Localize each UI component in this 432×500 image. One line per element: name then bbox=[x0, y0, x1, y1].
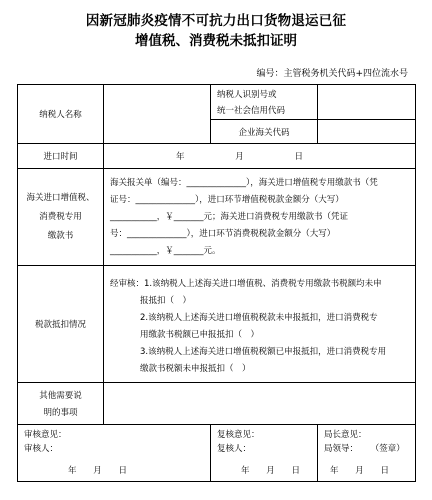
import-month-label: 月 bbox=[235, 152, 244, 162]
other-notes-label-line-2: 明的事项 bbox=[43, 408, 78, 418]
examine-date bbox=[24, 464, 204, 478]
code-label: 编号：主管税务机关代码+四位流水号 bbox=[256, 69, 408, 79]
director-month: 月 bbox=[355, 466, 364, 476]
document-title-line-1: 因新冠肺炎疫情不可抗力出口货物退运已征 bbox=[85, 13, 347, 29]
deduction-line-4: 用缴款书税额已申报抵扣（ ） bbox=[140, 330, 260, 340]
director-sign-label: 局领导： bbox=[324, 444, 359, 454]
customs-receipt-label-line-1: 海关进口增值税、 bbox=[26, 192, 95, 203]
receipt-line-5: ___________，￥_______元。 bbox=[110, 245, 221, 256]
deduction-line-1: 经审核：1.该纳税人上述海关进口增值税、消费税专用缴款书税额均未申 bbox=[110, 279, 382, 289]
examiner-label: 审核人： bbox=[24, 444, 59, 454]
receipt-line-4: 号：______________），进口环节消费税税款金额分（大写） bbox=[110, 228, 336, 239]
other-notes-label-line-1: 其他需要说 bbox=[39, 391, 82, 401]
import-day-label: 日 bbox=[294, 152, 303, 162]
deduction-line-3: 2.该纳税人上述海关进口增值税税款未申报抵扣，进口消费税专 bbox=[140, 313, 378, 323]
review-month: 月 bbox=[266, 466, 275, 476]
customs-code-label: 企业海关代码 bbox=[211, 120, 318, 144]
other-notes-value[interactable] bbox=[104, 383, 416, 425]
certificate-table bbox=[17, 84, 416, 482]
director-date bbox=[324, 464, 409, 478]
examine-block bbox=[18, 425, 211, 482]
director-block bbox=[318, 425, 416, 482]
receipt-line-1: 海关报关单（编号：______________），海关进口增值税专用缴款书（凭 bbox=[110, 177, 378, 188]
seal-label: （签章） bbox=[370, 444, 405, 454]
taxpayer-id-label bbox=[211, 85, 318, 120]
receipt-line-2: 证号：______________），进口环节增值税税款金额分（大写） bbox=[110, 194, 344, 205]
import-time-value[interactable] bbox=[104, 144, 416, 169]
taxpayer-name-value[interactable] bbox=[104, 85, 211, 144]
import-year-label: 年 bbox=[176, 152, 185, 162]
customs-receipt-label bbox=[18, 169, 104, 266]
deduction-label: 税款抵扣情况 bbox=[18, 266, 104, 383]
receipt-line-3: ___________，￥_______元；海关进口消费税专用缴款书（凭证 bbox=[110, 211, 349, 222]
examine-year: 年 bbox=[68, 466, 77, 476]
taxpayer-id-label-line-2: 统一社会信用代码 bbox=[217, 106, 286, 116]
customs-receipt-label-line-3: 缴款书 bbox=[47, 230, 74, 241]
director-opinion-label: 局长意见： bbox=[324, 430, 367, 440]
review-opinion-label: 复核意见： bbox=[217, 430, 260, 440]
deduction-line-2: 报抵扣（ ） bbox=[140, 296, 192, 306]
examine-month: 月 bbox=[93, 466, 102, 476]
director-day: 日 bbox=[380, 466, 389, 476]
taxpayer-id-label-line-1: 纳税人识别号或 bbox=[217, 90, 277, 100]
deduction-content bbox=[104, 266, 416, 383]
review-day: 日 bbox=[291, 466, 300, 476]
deduction-line-6: 缴款书税额未申报抵扣（ ） bbox=[140, 364, 251, 374]
import-time-label: 进口时间 bbox=[18, 144, 104, 169]
review-block bbox=[211, 425, 318, 482]
director-sign-line bbox=[324, 442, 409, 456]
taxpayer-name-label: 纳税人名称 bbox=[18, 85, 104, 144]
examine-day: 日 bbox=[118, 466, 127, 476]
taxpayer-id-value[interactable] bbox=[318, 85, 416, 120]
customs-receipt-label-line-2: 消费税专用 bbox=[39, 211, 82, 222]
deduction-line-5: 3.该纳税人上述海关进口增值税税额已申报抵扣，进口消费税专用 bbox=[140, 347, 387, 357]
other-notes-label bbox=[18, 383, 104, 425]
examine-opinion-label: 审核意见： bbox=[24, 430, 67, 440]
review-year: 年 bbox=[241, 466, 250, 476]
customs-receipt-content bbox=[104, 169, 416, 266]
director-year: 年 bbox=[330, 466, 339, 476]
reviewer-label: 复核人： bbox=[217, 444, 252, 454]
customs-code-value[interactable] bbox=[318, 120, 416, 144]
document-title-line-2: 增值税、消费税未抵扣证明 bbox=[135, 33, 297, 49]
review-date bbox=[217, 464, 311, 478]
